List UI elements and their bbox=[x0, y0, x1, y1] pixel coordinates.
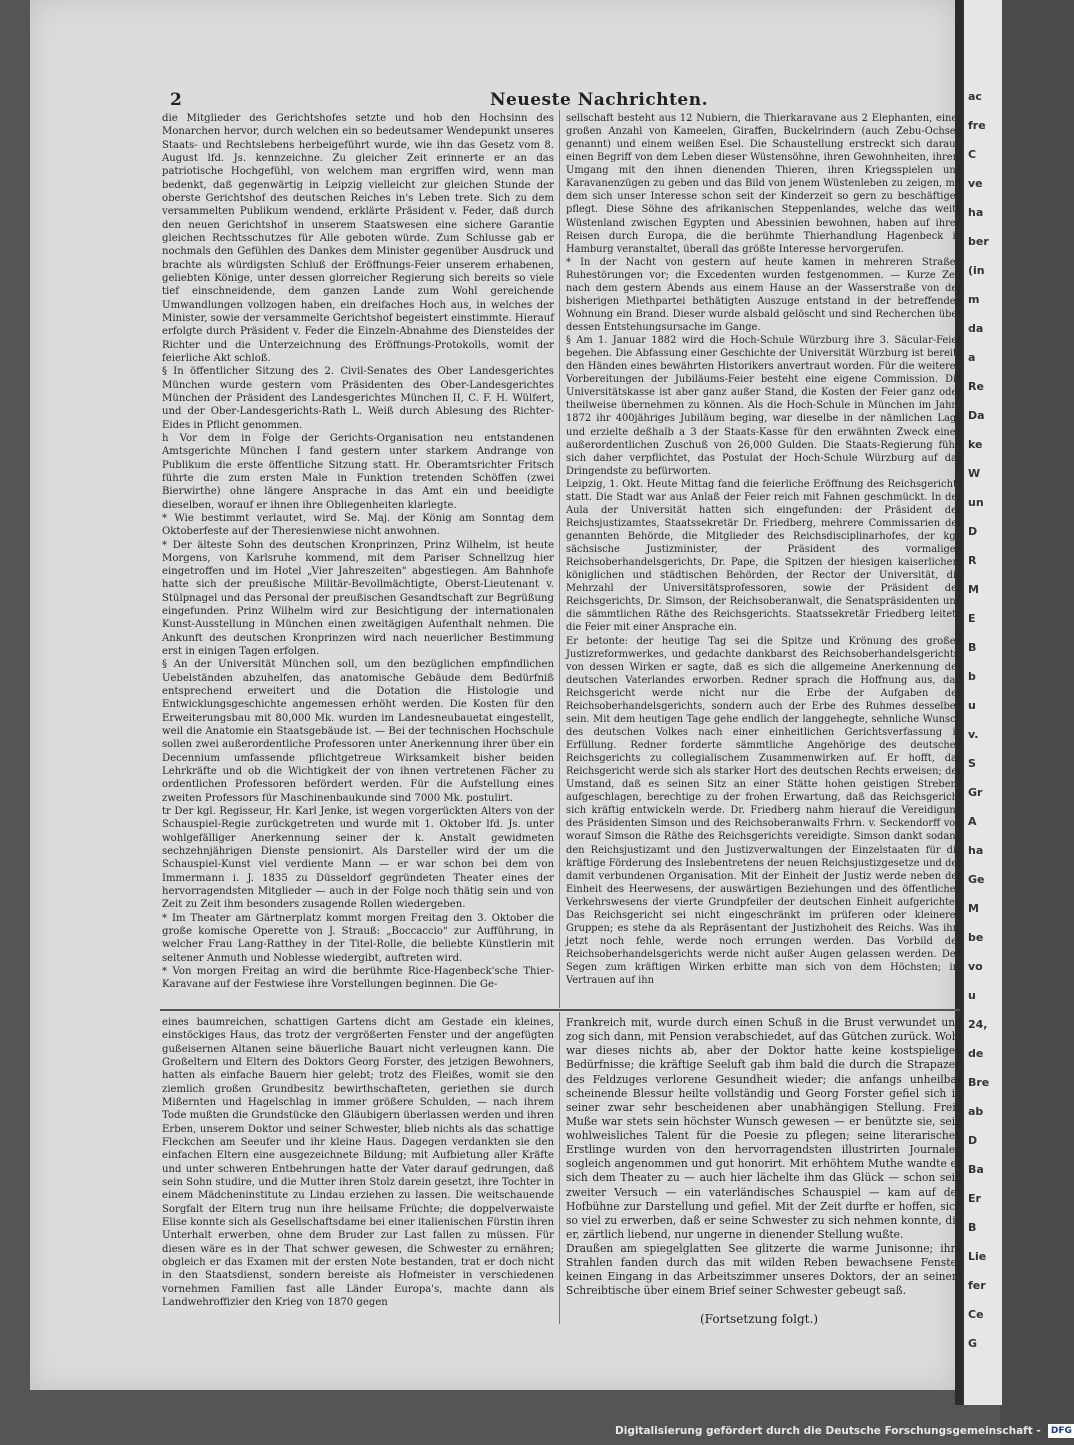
strip-fragment: v. bbox=[968, 728, 979, 741]
strip-fragment: B bbox=[968, 1221, 977, 1234]
page-number: 2 bbox=[170, 90, 182, 110]
strip-fragment: Ba bbox=[968, 1163, 984, 1176]
news-paragraph: tr Der kgl. Regisseur, Hr. Karl Jenke, ist wegen vorgerückten Alters von der Schauspiel-Regie zurückgetreten und wurde mit 1. Oktober lfd. Js. unter wohlgefälliger Anerkennung seiner der k. Anstalt gewidmeten sechzehnjährigen Dienste pensionirt. Als Darsteller wird der um die Schauspiel-Kunst viel verdiente Mann — er war schon bei dem von Immermann i. J. 1835 zu Düsseldorf gegründeten Theater eines der hervorragendsten Mitglieder — auch in der Folge noch thätig sein und von Zeit zu Zeit ihm besonders zusagende Rollen wiedergeben. bbox=[162, 806, 554, 911]
strip-fragment: R bbox=[968, 554, 977, 567]
digitization-footer bbox=[615, 1424, 1072, 1442]
news-paragraph: * Von morgen Freitag an wird die berühmte Rice-Hagenbeck'sche Thier-Karavane auf der Festwiese ihre Vorstellungen beginnen. Die Ge- bbox=[162, 966, 554, 991]
strip-fragment: E bbox=[968, 612, 976, 625]
strip-fragment: Re bbox=[968, 380, 984, 393]
strip-fragment: D bbox=[968, 525, 978, 538]
continuation-note: (Fortsetzung folgt.) bbox=[700, 1312, 818, 1326]
strip-fragment: ber bbox=[968, 235, 989, 248]
strip-fragment: u bbox=[968, 989, 976, 1002]
strip-fragment: ha bbox=[968, 844, 984, 857]
strip-fragment: Ce bbox=[968, 1308, 984, 1321]
footer-text: Digitalisierung gefördert durch die Deutsche Forschungsgemeinschaft - bbox=[615, 1425, 1041, 1437]
dfg-logo: DFG bbox=[1048, 1424, 1074, 1438]
strip-fragment: G bbox=[968, 1337, 978, 1350]
strip-fragment: Gr bbox=[968, 786, 983, 799]
page-header bbox=[170, 90, 960, 114]
strip-fragment: ac bbox=[968, 90, 982, 103]
strip-fragment: ab bbox=[968, 1105, 984, 1118]
strip-fragment: Da bbox=[968, 409, 985, 422]
strip-fragment: A bbox=[968, 815, 977, 828]
strip-fragment: b bbox=[968, 670, 976, 683]
strip-fragment: a bbox=[968, 351, 976, 364]
column-divider bbox=[559, 110, 560, 1008]
adjacent-page-strip bbox=[962, 0, 1002, 1405]
strip-fragment: ha bbox=[968, 206, 984, 219]
strip-fragment: M bbox=[968, 902, 979, 915]
news-paragraph: * Im Theater am Gärtnerplatz kommt morgen Freitag den 3. Oktober die große komische Operette von J. Strauß: „Boccaccio" zur Aufführung, in welcher Frau Lang-Ratthey in der Titel-Rolle, die beliebte Künstlerin mit seltener Anmuth und Noblesse wiedergibt, auftreten wird. bbox=[162, 912, 554, 964]
strip-fragment: ve bbox=[968, 177, 983, 190]
column-divider-bottom bbox=[559, 1012, 560, 1324]
strip-fragment: vo bbox=[968, 960, 983, 973]
strip-fragment: u bbox=[968, 699, 976, 712]
strip-fragment: de bbox=[968, 1047, 984, 1060]
strip-fragment: Ge bbox=[968, 873, 985, 886]
strip-fragment: M bbox=[968, 583, 979, 596]
strip-fragment: fre bbox=[968, 119, 986, 132]
right-column-top bbox=[566, 112, 962, 987]
news-paragraph: * Der älteste Sohn des deutschen Kronprinzen, Prinz Wilhelm, ist heute Morgens, von Karlsruhe kommend, mit dem Pariser Schnellzug hier eingetroffen und im Hotel „Vier Jahreszeiten" abgestiegen. Am Bahnhofe hatte sich der preußische Militär-Bevollmächtigte, Oberst-Lieutenant v. Stülpnagel und das Personal der preußischen Gesandtschaft zur Begrüßung eingefunden. Prinz Wilhelm wird zur Besichtigung der internationalen Kunst-Ausstellung in München einen zweitägigen Aufenthalt nehmen. Die Ankunft des deutschen Kronprinzen wird nach neuerlicher Bestimmung erst in einigen Tagen erfolgen. bbox=[162, 539, 554, 658]
feuilleton-paragraph: Frankreich mit, wurde durch einen Schuß in die Brust verwundet und zog sich dann, mit Pension verabschiedet, auf das Gütchen zurück. Wohl war dieses nichts ab, aber der Doktor hatte keine kostspieligen Bedürfnisse; die kräftige Seeluft gab ihm bald die durch die Strapazen des Feldzuges verlorene Gesundheit wieder; die anfangs unheilbar scheinende Blessur heilte vollständig und Georg Forster gefiel sich in seiner zwar sehr bescheidenen aber unabhängigen Stellung. Freie Muße war stets sein höchster Wunsch gewesen — er benützte sie, sein wohlweisliches Talent für die Poesie zu pflegen; seine literarischen Erstlinge wurden von den hervorragendsten illustrirten Journalen sogleich angenommen und gut honorirt. Mit erhöhtem Muthe wandte er sich dem Theater zu — auch hier lächelte ihm das Glück — schon sein zweiter Versuch — ein vaterländisches Schauspiel — kam auf der Hofbühne zur Darstellung und gefiel. Mit der Zeit durfte er hoffen, sich so viel zu erwerben, daß er seine Schwester zu sich nehmen konnte, die er, zärtlich liebend, nur ungerne in dienender Stellung wußte. bbox=[566, 1016, 962, 1241]
news-paragraph: § Am 1. Januar 1882 wird die Hoch-Schule Würzburg ihre 3. Säcular-Feier begehen. Die Abfassung einer Geschichte der Universität Würzburg ist bereits den Händen eines bewährten Historikers anvertraut worden. Für die weiteren Vorbereitungen der Jubiläums-Feier besteht eine eigene Commission. Die Universitätskasse ist aber ganz außer Stand, die Kosten der Feier ganz oder theilweise übernehmen zu können. Als die Hoch-Schule in München im Jahre 1872 ihr 400jähriges Jubiläum beging, war dieselbe in der nämlichen Lage und erzielte deßhalb a 3 der Staats-Kasse für den erwähnten Zweck einen außerordentlichen Zuschuß von 26,000 Gulden. Die Staats-Regierung fühlt sich daher verpflichtet, das Postulat der Hoch-Schule Würzburg auf das Dringendste zu befürworten. bbox=[566, 335, 962, 477]
news-paragraph: Er betonte: der heutige Tag sei die Spitze und Krönung des großen Justizreformwerkes, und gedachte dankbarst des Reichsoberhandelsgerichts, von dessen Wirken er sagte, daß es sich die allgemeine Anerkennung des deutschen Vaterlandes erworben. Redner sprach die Hoffnung aus, daß Reichsgericht werde nicht nur die Erbe der Aufgaben des Reichsoberhandelsgerichts, sondern auch der Erbe des Ruhmes desselben sein. Mit dem heutigen Tage gehe endlich der langgehegte, sehnliche Wunsch des deutschen Volkes nach einer einheitlichen Gerichtsverfassung in Erfüllung. Redner forderte sämmtliche Angehörige des deutschen Reichsgerichts zu collegialischem Zusammenwirken auf. Er hofft, das Reichsgericht werde sich als starker Hort des deutschen Rechts erweisen; der Umstand, daß es seinen Sitz an einer Stätte hohen geistigen Strebens aufgeschlagen, berechtige zu der frohen Erwartung, daß das Reichsgericht sich kräftig entwickeln werde. Dr. Friedberg nahm hierauf die Vereidigung des Präsidenten Simson und des Reichsoberanwalts Frhrn. v. Seckendorff vor, worauf Simson die Räthe des Reichsgerichts vereidigte. Simson dankt sodann den Reichsjustizamt und den Justizverwaltungen der Einzelstaaten für die kräftige Förderung des Inslebentretens der neuen Reichsjustizgesetze und der damit verbundenen Organisation. Mit der Einheit der Justiz werde neben der Einheit des Heerwesens, der auswärtigen Beziehungen und des öffentlichen Verkehrswesens der vierte Grundpfeiler der deutschen Einheit aufgerichtet. Das Reichsgericht sei nicht eingeschränkt im prüferen oder kleineren Gruppen; es stehe da als Repräsentant der Justizhoheit des Reichs. Was ihm jetzt noch fehle, werde noch errungen werden. Das Vorbild des Reichsoberhandelsgerichts werde nicht außer Augen gelassen werden. Den Segen zum kräftigen Wirken erbitte man sich von dem Höchsten; im Vertrauen auf ihn bbox=[566, 635, 962, 987]
strip-fragment: Lie bbox=[968, 1250, 987, 1263]
strip-fragment: (in bbox=[968, 264, 985, 277]
left-column-top bbox=[162, 112, 554, 992]
feuilleton-paragraph: Draußen am spiegelglatten See glitzerte die warme Junisonne; ihre Strahlen fanden durch das mit wilden Reben bewachsene Fenster keinen Eingang in das Arbeitszimmer unseres Doktors, der an seinem Schreibtische über einem Brief seiner Schwester gebeugt saß. bbox=[566, 1242, 962, 1298]
news-paragraph: die Mitglieder des Gerichtshofes setzte und hob den Hochsinn des Monarchen hervor, durch welchen ein so bedeutsamer Wendepunkt unseres Staats- und Rechtslebens herbeigeführt wurde, wie ihn das Gesetz vom 8. August lfd. Js. kennzeichne. Zu gleicher Zeit erinnerte er an das patriotische Hochgefühl, von welchem man ergriffen wird, wenn man bedenkt, daß gegenwärtig in Leipzig vielleicht zur gleichen Stunde der oberste Gerichtshof des deutschen Reiches in's Leben trete. Sich zu dem versammelten Publikum wendend, erklärte Präsident v. Feder, daß durch den neuen Gerichtshof in unserem Staatswesen eine sichere Garantie gleichen Rechtsschutzes für Alle geboten würde. Zum Schlusse gab er nochmals den Gefühlen des Dankes dem Minister gegenüber Ausdruck und brachte als würdigsten Schluß der Eröffnungs-Feier unserem erhabenen, geliebten Könige, unter dessen glorreicher Regierung sich bereits so viele tief einschneidende, dem ganzen Lande zum Wohl gereichende Umwandlungen vollzogen haben, ein dreifaches Hoch aus, in welches der Minister, sowie der versammelte Gerichtshof begeistert einstimmte. Hierauf erfolgte durch Präsident v. Feder die Einzeln-Abnahme des Diensteides der Richter und die Unterzeichnung des Eröffnungs-Protokolls, womit der feierliche Akt schloß. bbox=[162, 113, 554, 364]
strip-fragment: ke bbox=[968, 438, 983, 451]
strip-fragment: W bbox=[968, 467, 981, 480]
strip-fragment: Bre bbox=[968, 1076, 990, 1089]
newspaper-title: Neueste Nachrichten. bbox=[490, 90, 709, 110]
strip-fragment: C bbox=[968, 148, 977, 161]
strip-fragment: m bbox=[968, 293, 980, 306]
news-paragraph: sellschaft besteht aus 12 Nubiern, die Thierkaravane aus 2 Elephanten, einer großen Anzahl von Kameelen, Giraffen, Buckelrindern (auch Zebu-Ochsen genannt) und einem weißen Esel. Die Schaustellung erstreckt sich darauf, einen Begriff von dem Leben dieser Wüstensöhne, ihren Gewohnheiten, ihrem Umgang mit den ihnen dienenden Thieren, ihren Kriegsspielen und Karavanenzügen zu geben und das Bild von jenem Wüstenleben zu zeigen, mit dem sich unser Interesse schon seit der Kinderzeit so gern zu beschäftigen pflegt. Diese Söhne des afrikanischen Steppenlandes, welche das weite Wüstenland zwischen Egypten und Abessinien bewohnen, haben auf ihren Reisen durch Europa, die die berühmte Thierhandlung Hagenbeck in Hamburg veranstaltet, überall das größte Interesse hervorgerufen. bbox=[566, 113, 962, 255]
strip-fragment: un bbox=[968, 496, 984, 509]
left-column-feuilleton bbox=[162, 1016, 554, 1309]
news-paragraph: h Vor dem in Folge der Gerichts-Organisation neu entstandenen Amtsgerichte München I fand gestern unter starkem Andrange von Publikum die erste öffentliche Sitzung statt. Hr. Oberamtsrichter Fritsch führte die zum ersten Male in Funktion tretenden Schöffen (zwei Bierwirthe) ohne längere Ansprache in das Amt ein und beeidigte dieselben, worauf er ihnen ihre Obliegenheiten klarlegte. bbox=[162, 432, 554, 511]
strip-fragment: Er bbox=[968, 1192, 981, 1205]
strip-fragment: B bbox=[968, 641, 977, 654]
strip-fragment: fer bbox=[968, 1279, 986, 1292]
news-paragraph: § In öffentlicher Sitzung des 2. Civil-Senates des Ober Landesgerichtes München wurde gestern vom Präsidenten des Ober-Landesgerichtes München der Präsident des Landesgerichtes München II, C. F. H. Wülfert, und der Ober-Landesgerichts-Rath L. Weiß durch Ablesung des Richter-Eides in Pflicht genommen. bbox=[162, 366, 554, 431]
news-paragraph: § An der Universität München soll, um den bezüglichen empfindlichen Uebelständen abzuhelfen, das anatomische Gebäude dem Bedürfniß entsprechend erweitert und die Dotation die Histologie und Entwicklungsgeschichte angemessen erhöht werden. Die Kosten für den Erweiterungsbau mit 80,000 Mk. wurden im Landesneubauetat eingestellt, weil die Anatomie ein Staatsgebäude ist. — Bei der technischen Hochschule sollen zwei außerordentliche Professoren unter Anerkennung ihrer über ein Decennium umfassende pflichtgetreue Wirksamkeit bisher beiden Lehrkräfte und ob die Wichtigkeit der von ihnen vertretenen Fächer zu ordentlichen Professoren befördert werden. Für die Aufstellung eines zweiten Professors für Maschinenbaukunde sind 7000 Mk. postulirt. bbox=[162, 659, 554, 804]
strip-fragment: S bbox=[968, 757, 976, 770]
strip-fragment: be bbox=[968, 931, 984, 944]
strip-fragment: da bbox=[968, 322, 984, 335]
news-paragraph: * In der Nacht von gestern auf heute kamen in mehreren Straßen Ruhestörungen vor; die Excedenten wurden festgenommen. — Kurze Zeit nach dem gestern Abends aus einem Hause an der Wasserstraße von der bisherigen Miethpartei bethätigten Auszuge entstand in der betreffenden Wohnung ein Brand. Dieser wurde alsbald gelöscht und sind Recherchen über dessen Entstehungsursache im Gange. bbox=[566, 256, 962, 333]
right-column-feuilleton bbox=[566, 1016, 962, 1299]
news-paragraph: Leipzig, 1. Okt. Heute Mittag fand die feierliche Eröffnung des Reichsgerichts statt. Die Stadt war aus Anlaß der Feier reich mit Fahnen geschmückt. In der Aula der Universität hatten sich eingefunden: der Präsident des Reichsjustizamtes, Staatssekretär Dr. Friedberg, mehrere Commissarien der genannten Behörde, die Mitglieder des Reichsdisciplinarhofes, der kgl. sächsische Justizminister, der Präsident des vormaligen Reichsoberhandelsgerichts, Dr. Pape, die Spitzen der hiesigen kaiserlichen, königlichen und städtischen Behörden, der Rector der Universität, die Mehrzahl der Universitätsprofessoren, sowie der Präsident des Reichsgerichts, Dr. Simson, der Reichsoberanwalt, die Senatspräsidenten und die sämmtlichen Räthe des Reichsgerichts. Staatssekretär Friedberg leitete die Feier mit einer Ansprache ein. bbox=[566, 478, 962, 634]
strip-fragment: 24, bbox=[968, 1018, 988, 1031]
feuilleton-divider bbox=[160, 1009, 960, 1011]
news-paragraph: * Wie bestimmt verlautet, wird Se. Maj. der König am Sonntag dem Oktoberfeste auf der Theresienwiese nicht anwohnen. bbox=[162, 512, 554, 538]
strip-fragment: D bbox=[968, 1134, 978, 1147]
feuilleton-paragraph: eines baumreichen, schattigen Gartens dicht am Gestade ein kleines, einstöckiges Haus, das trotz der vergrößerten Fenster und der angefügten gußeisernen Altanen seine bäuerliche Bauart nicht verleugnen kann. Die Großeltern und Eltern des Doktors Georg Forster, des jetzigen Bewohners, hatten als einfache Bauern hier gelebt; trotz des Fleißes, womit sie den ziemlich großen Grundbesitz bewirthschafteten, geriethen sie durch Mißernten und Hagelschlag in immer größere Schulden, — nach ihrem Tode mußten die Grundstücke den Gläubigern überlassen werden und ihren Erben, unserem Doktor und seiner Schwester, blieb nichts als das schattige Fleckchen am Seeufer und ihr kleine Haus. Dagegen verdankten sie den einfachen Eltern eine ausgezeichnete Bildung; mit Aufbietung aller Kräfte und unter schweren Entbehrungen hatte der Vater darauf gedrungen, daß sein Sohn studire, und die Mutter ihren Stolz darein gesetzt, ihre Tochter in einem Mädcheninstitute zu Lindau erziehen zu lassen. Die weitschauende Sorgfalt der Eltern trug nun ihre heilsame Früchte; die doppelverwaiste Elise konnte sich als Gesellschaftsdame bei einer italienischen Fürstin ihren Unterhalt erwerben, ohne dem Bruder zur Last fallen zu müssen. Für diesen wäre es in der That schwer gewesen, die Schwester zu ernähren; obgleich er das Examen mit der ersten Note bestanden, trat er doch nicht in den Staatsdienst, sondern bereiste als Hofmeister in verschiedenen vornehmen Familien fast alle Länder Europa's, machte dann als Landwehroffizier den Krieg von 1870 gegen bbox=[162, 1017, 554, 1308]
